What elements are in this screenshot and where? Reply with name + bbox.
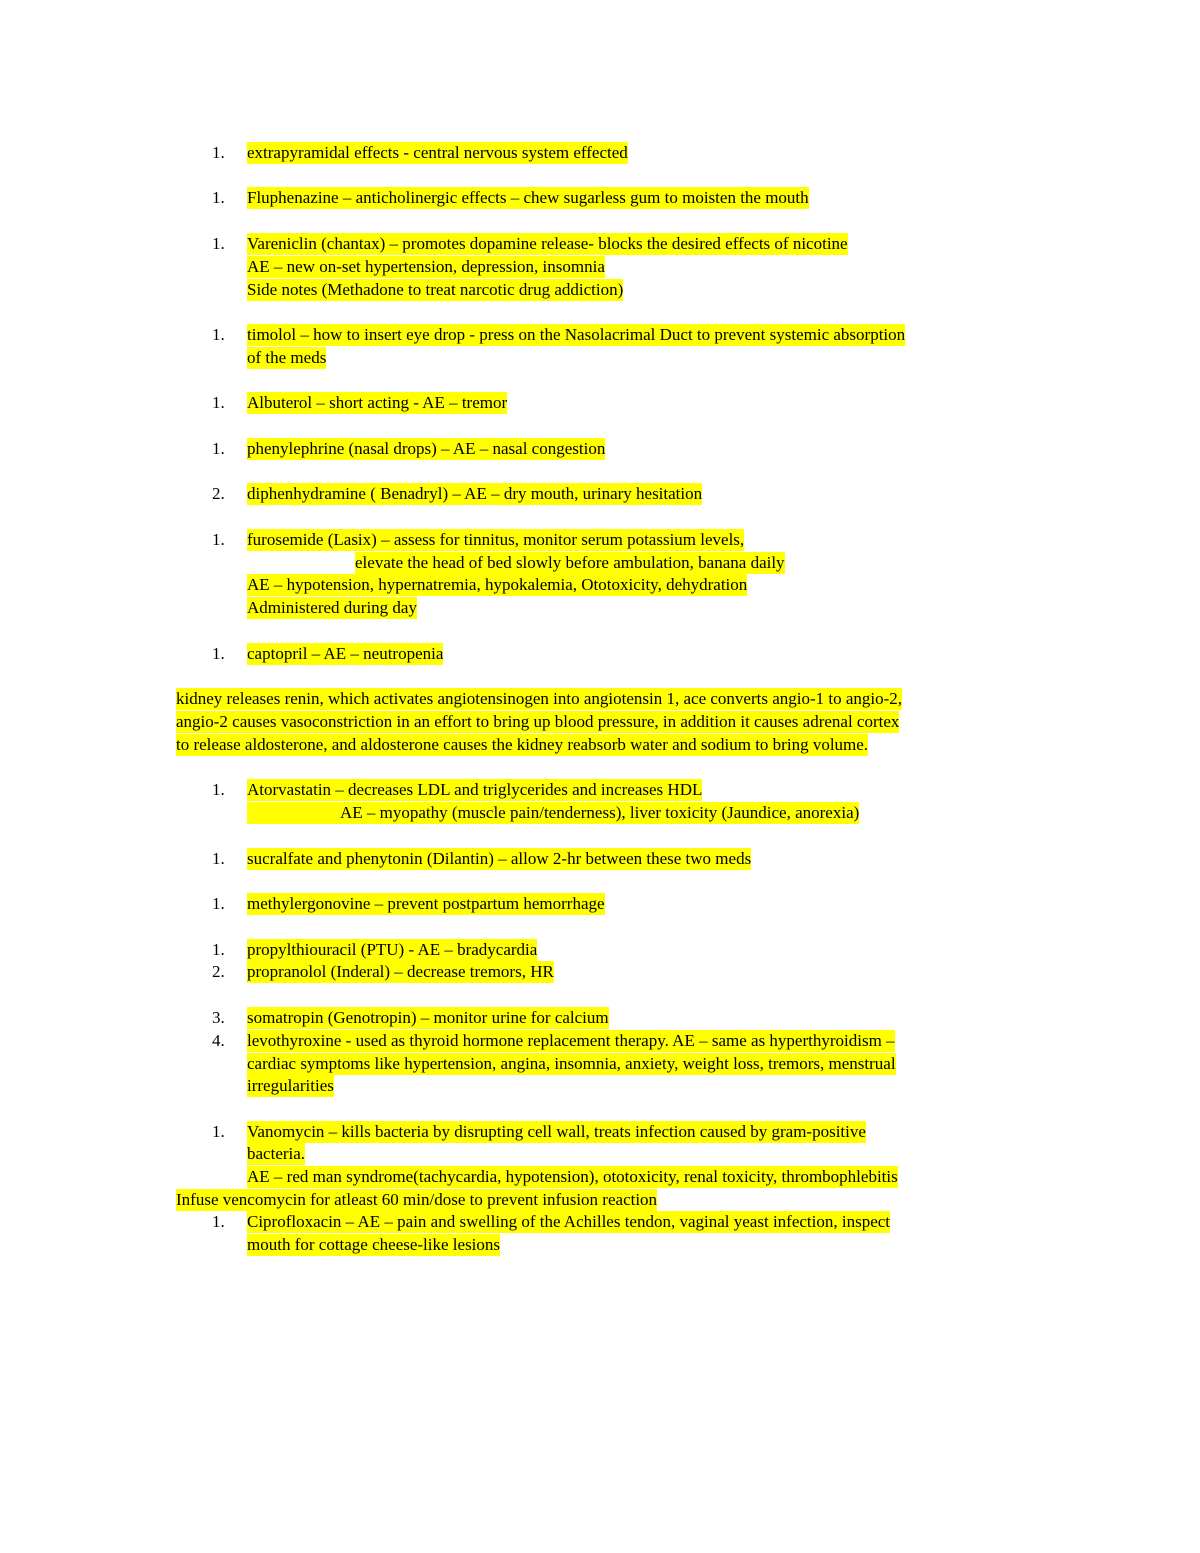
list-item-text: of the meds [247,348,327,367]
list-item-text: Administered during day [247,598,417,617]
paragraph-line: Infuse vencomycin for atleast 60 min/dose to prevent infusion reaction [176,1190,658,1209]
paragraph-line: to release aldosterone, and aldosterone causes the kidney reabsorb water and sodium to bring volume. [176,735,869,754]
list-item-text: AE – myopathy (muscle pain/tenderness), liver toxicity (Jaundice, anorexia) [247,802,859,824]
list-item-text: sucralfate and phenytonin (Dilantin) – allow 2-hr between these two meds [247,849,752,868]
list-number: 1. [212,143,225,162]
list-number: 3. [212,1008,225,1027]
list-item-text: Ciprofloxacin – AE – pain and swelling of the Achilles tendon, vaginal yeast infection, inspect [247,1212,891,1231]
list-number: 1. [212,530,225,549]
list-item-text: AE – hypotension, hypernatremia, hypokalemia, Ototoxicity, dehydration [247,575,748,594]
list-item-text: Fluphenazine – anticholinergic effects – chew sugarless gum to moisten the mouth [247,188,809,207]
list-number: 1. [212,780,225,799]
list-number: 1. [212,644,225,663]
list-number: 1. [212,188,225,207]
list-item-text: cardiac symptoms like hypertension, angina, insomnia, anxiety, weight loss, tremors, menstrual [247,1054,896,1073]
list-number: 2. [212,962,225,981]
list-number: 1. [212,1122,225,1141]
list-number: 1. [212,439,225,458]
list-number: 1. [212,393,225,412]
list-item-text: levothyroxine - used as thyroid hormone replacement therapy. AE – same as hyperthyroidism – [247,1031,895,1050]
list-item-text: propylthiouracil (PTU) - AE – bradycardia [247,940,538,959]
list-item-text: captopril – AE – neutropenia [247,644,444,663]
paragraph-line: angio-2 causes vasoconstriction in an effort to bring up blood pressure, in addition it causes adrenal cortex [176,712,900,731]
list-number: 1. [212,894,225,913]
list-item-text: phenylephrine (nasal drops) – AE – nasal congestion [247,439,606,458]
list-item-text: Atorvastatin – decreases LDL and triglycerides and increases HDL [247,780,703,799]
list-item-text: propranolol (Inderal) – decrease tremors, HR [247,962,554,981]
list-number: 2. [212,484,225,503]
list-item-text: mouth for cottage cheese-like lesions [247,1235,501,1254]
list-item-text: furosemide (Lasix) – assess for tinnitus, monitor serum potassium levels, [247,530,745,549]
list-item-text: Vareniclin (chantax) – promotes dopamine release- blocks the desired effects of nicotine [247,234,848,253]
list-item-text: timolol – how to insert eye drop - press on the Nasolacrimal Duct to prevent systemic absorption [247,325,906,344]
list-item-text: diphenhydramine ( Benadryl) – AE – dry mouth, urinary hesitation [247,484,703,503]
list-number: 1. [212,325,225,344]
list-item-text: AE – red man syndrome(tachycardia, hypotension), ototoxicity, renal toxicity, thrombophlebitis [247,1167,898,1186]
list-item-text: elevate the head of bed slowly before ambulation, banana daily [355,553,785,572]
list-item-text: Vanomycin – kills bacteria by disrupting cell wall, treats infection caused by gram-positive [247,1122,866,1141]
list-item-text: Side notes (Methadone to treat narcotic drug addiction) [247,280,624,299]
list-number: 4. [212,1031,225,1050]
list-number: 1. [212,1212,225,1231]
list-item-text: Albuterol – short acting - AE – tremor [247,393,508,412]
list-number: 1. [212,234,225,253]
list-item-text: extrapyramidal effects - central nervous system effected [247,143,628,162]
list-item-text: irregularities [247,1076,334,1095]
list-item-text: bacteria. [247,1144,306,1163]
list-number: 1. [212,849,225,868]
list-item-text: methylergonovine – prevent postpartum hemorrhage [247,894,605,913]
list-item-text: AE – new on-set hypertension, depression, insomnia [247,257,605,276]
list-number: 1. [212,940,225,959]
list-item-text: somatropin (Genotropin) – monitor urine for calcium [247,1008,609,1027]
paragraph-line: kidney releases renin, which activates angiotensinogen into angiotensin 1, ace converts angio-1 to angio-2, [176,689,903,708]
